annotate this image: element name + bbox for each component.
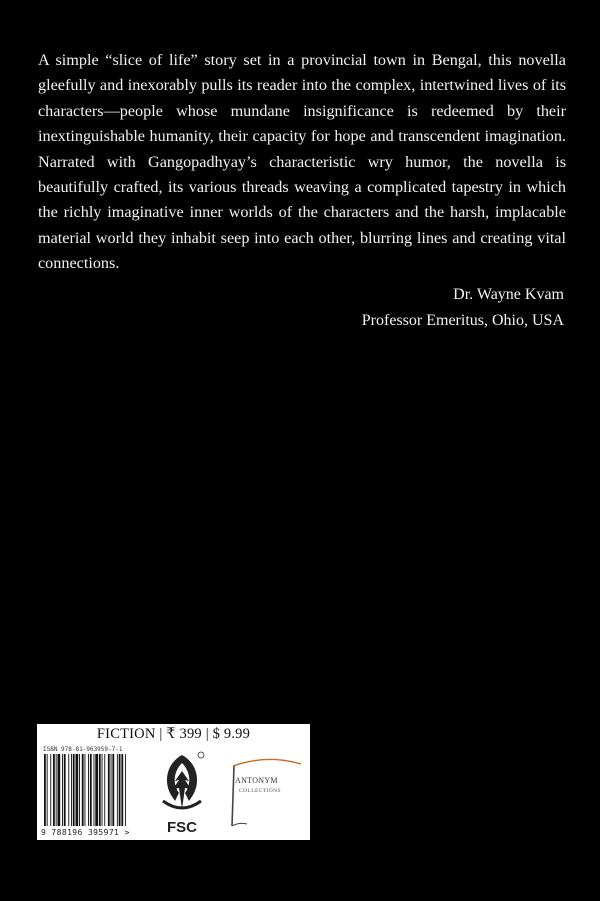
publisher-name: ANTONYM (235, 776, 278, 785)
attribution (362, 282, 564, 334)
barcode-digits: 9 788196 395971 > (41, 828, 130, 837)
attribution-title: Professor Emeritus, Ohio, USA (361, 312, 564, 329)
price-barcode-label (37, 724, 310, 840)
isbn-text: ISBN 978-81-963959-7-1 (43, 746, 123, 753)
fsc-label: FSC (167, 819, 197, 836)
fsc-logo (157, 749, 207, 839)
publisher-sub: COLLECTIONS (239, 788, 281, 794)
barcode (42, 754, 148, 828)
fsc-tree-icon (157, 749, 207, 819)
attribution-name: Dr. Wayne Kvam (453, 286, 564, 303)
price-line: FICTION | ₹ 399 | $ 9.99 (96, 726, 251, 742)
antonym-logo (227, 752, 307, 832)
blurb-text: A simple “slice of life” story set in a provincial town in Bengal, this novella gleefully and inexorably pulls its reader into the complex, intertwined lives of its characters—people whose mundane insignificance is redeemed by their inextinguishable humanity, their capacity for hope and transcendent imagination. Narrated with Gangopadhyay’s characteristic wry humor, the novella is beautifully crafted, its various threads weaving a complicated tapestry in which the richly imaginative inner worlds of the characters and the harsh, implacable material world they inhabit seep into each other, blurring lines and creating vital connections. (38, 51, 566, 273)
